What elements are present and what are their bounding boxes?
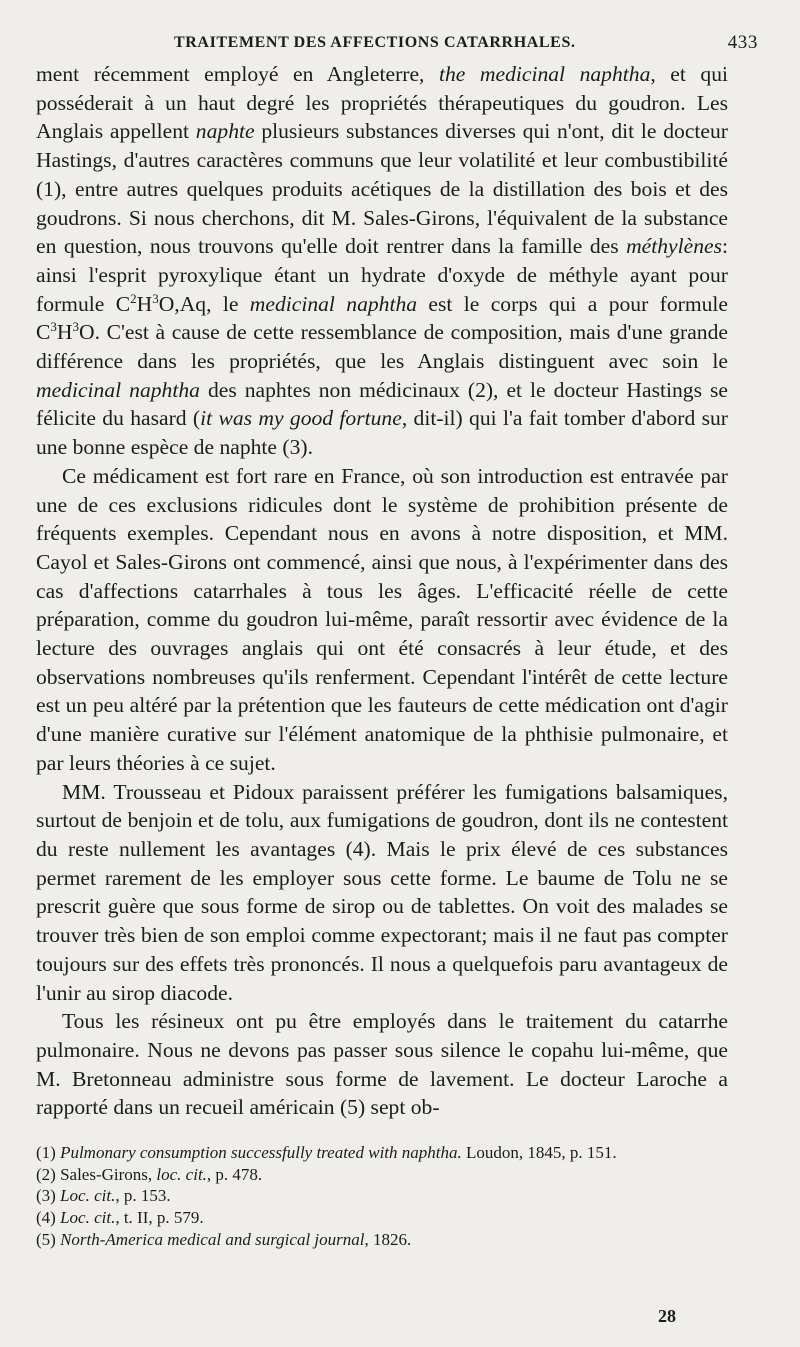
body-text xyxy=(36,60,728,1122)
paragraph: Tous les résineux ont pu être employés dans le traitement du catarrhe pulmonaire. Nous ne devons pas passer sous silence le copahu lui-même, que M. Bretonneau administre sous forme de lavement. Le docteur Laroche a rapporté dans un recueil américain (5) sept ob- xyxy=(36,1009,728,1120)
running-head xyxy=(36,28,758,54)
signature-mark: 28 xyxy=(658,1306,676,1326)
footnote: (2) Sales-Girons, loc. cit., p. 478. xyxy=(36,1164,263,1184)
footnote: (1) Pulmonary consumption successfully treated with naphtha. Loudon, 1845, p. 151. xyxy=(36,1143,617,1163)
paragraph: ment récemment employé en Angleterre, the medicinal naphtha, et qui posséderait à un haut degré les propriétés thérapeutiques du goudron. Les Anglais appellent naphte plusieurs substances diverses qui n'ont, dit le docteur Hastings, d'autres caractères communs que leur volatilité et leur combustibilité (1), entre autres quelques produits acétiques de la distillation des bois et des goudrons. Si nous cherchons, dit M. Sales-Girons, l'équivalent de la substance en question, nous trouvons qu'elle doit rentrer dans la famille des méthylènes: ainsi l'esprit pyroxylique étant un hydrate d'oxyde de méthyle ayant pour formule $C^2H^3O,Aq$, le medicinal naphtha est le corps qui a pour formule $C^3H^3O$. C'est à cause de cette ressemblance de composition, mais d'une grande différence dans les propriétés, que les Anglais distinguent avec soin le medicinal naphtha des naphtes non médicinaux (2), et le docteur Hastings se félicite du hasard (it was my good fortune, dit-il) qui l'a fait tomber d'abord sur une bonne espèce de naphte (3). xyxy=(36,62,729,460)
paragraph: MM. Trousseau et Pidoux paraissent préférer les fumigations balsamiques, surtout de benjoin et de tolu, aux fumigations de goudron, dont ils ne contestent du reste nullement les avantages (4). Mais le prix élevé de ces substances permet rarement de les employer sous cette forme. Le baume de Tolu ne se prescrit guère que sous forme de sirop ou de tablettes. On voit des malades se trouver très bien de son emploi comme expectorant; mais il ne faut pas compter toujours sur des effets très prononcés. Il nous a quelquefois paru avantageux de l'unir au sirop diacode. xyxy=(36,779,728,1005)
footnotes xyxy=(36,1142,728,1251)
footnote: (3) Loc. cit., p. 153. xyxy=(36,1186,171,1206)
footnote: (5) North-America medical and surgical journal, 1826. xyxy=(36,1229,412,1249)
running-title: TRAITEMENT DES AFFECTIONS CATARRHALES. xyxy=(174,34,576,51)
page-number: 433 xyxy=(727,32,758,53)
footnote: (4) Loc. cit., t. II, p. 579. xyxy=(36,1208,204,1228)
paragraph: Ce médicament est fort rare en France, où son introduction est entravée par une de ces exclusions ridicules dont le système de prohibition présente de fréquents exemples. Cependant nous en avons à notre disposition, et MM. Cayol et Sales-Girons ont commencé, ainsi que nous, à l'expérimenter dans des cas d'affections catarrhales à tous les âges. L'efficacité réelle de cette préparation, comme du goudron lui-même, paraît ressortir avec évidence de la lecture des ouvrages anglais qui ont été consacrés à leur étude, et des observations nombreuses qu'ils renferment. Cependant l'intérêt de cette lecture est un peu altéré par la prétention que les fauteurs de cette médication ont d'agir d'une manière curative sur l'élément anatomique de la phthisie pulmonaire, et par leurs théories à ce sujet. xyxy=(36,463,728,775)
